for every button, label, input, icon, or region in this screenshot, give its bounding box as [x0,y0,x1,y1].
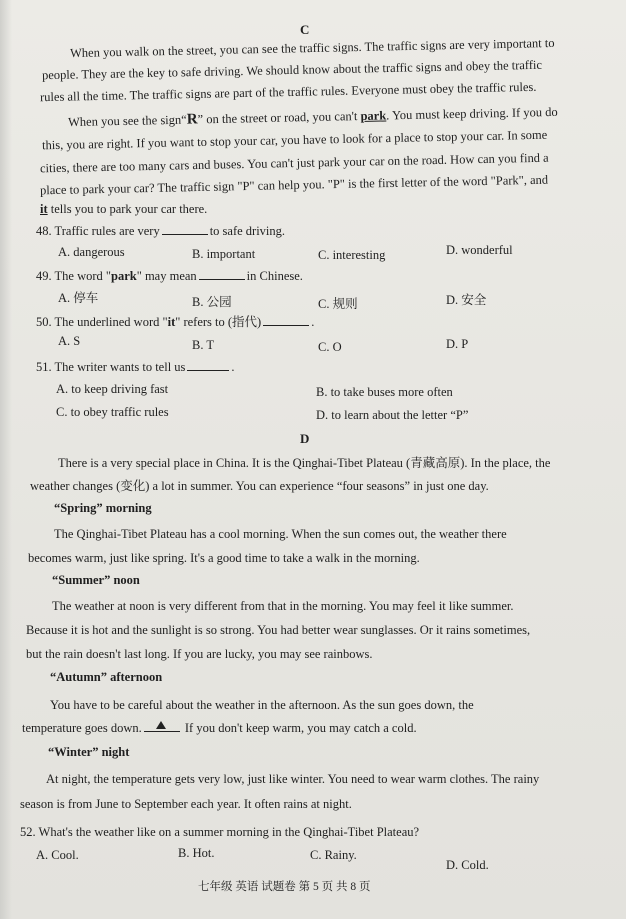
q50-option-a: A. S [58,334,81,348]
q48-option-b: B. important [192,247,256,261]
passage-d-line: temperature goes down. If you don't keep warm, you may catch a cold. [22,721,417,735]
passage-c-line [68,104,558,130]
q52-option-b: B. Hot. [178,846,215,860]
passage-c-line: When you walk on the street, you can see the traffic signs. The traffic signs are very important to [69,35,555,61]
passage-d-line: The weather at noon is very different from that in the morning. You may feel it like summer. [52,599,514,613]
q51-option-c: C. to obey traffic rules [56,405,169,419]
section-d-letter: D [300,431,310,446]
q50-option-d: D. P [446,337,469,351]
q49-option-b: B. 公园 [192,295,232,309]
passage-c-line: people. They are the key to safe driving. We should know about the traffic signs and obey the traffic [41,57,543,83]
q49-option-c: C. 规则 [318,297,358,311]
triangle-blank-icon [156,721,166,729]
page-footer: 七年级 英语 试题卷 第 5 页 共 8 页 [198,881,371,893]
question-48: 48. Traffic rules are very to safe driving. [36,224,286,238]
q50-option-b: B. T [192,338,214,352]
passage-d-line: You have to be careful about the weather in the afternoon. As the sun goes down, the [50,698,474,712]
question-50: 50. The underlined word "it" refers to (指代) . [36,315,315,329]
q48-option-c: C. interesting [318,248,386,262]
passage-d-line: At night, the temperature gets very low, just like winter. You need to wear warm clothes. The rainy [46,772,540,786]
question-49: 49. The word "park" may mean in Chinese. [36,269,303,283]
q52-option-c: C. Rainy. [310,848,357,862]
q50-option-c: C. O [318,340,342,354]
passage-d-line: season is from June to September each year. It often rains at night. [20,797,352,811]
r-sign-icon: R [186,111,198,128]
passage-c-line: place to park your car? The traffic sign "P" can help you. "P" is the first letter of the word "Park", and [39,172,549,198]
q48-option-d: D. wonderful [446,243,513,257]
question-51: 51. The writer wants to tell us . [36,360,235,374]
sign-sentence-start: When you see the sign“ [67,112,187,130]
subheading-summer: “Summer” noon [52,573,140,587]
sign-sentence-mid: ” on the street or road, you can't [197,109,361,127]
passage-c-line: cities, there are too many cars and buses. You can't just park your car on the road. How can you find a [39,150,549,176]
passage-c-line: this, you are right. If you want to stop your car, you have to look for a place to stop your car. In some [41,127,548,153]
subheading-autumn: “Autumn” afternoon [50,670,163,684]
passage-d-line: The Qinghai-Tibet Plateau has a cool morning. When the sun comes out, the weather there [54,527,507,541]
page-edge-shadow [0,0,12,919]
q51-option-d: D. to learn about the letter “P” [316,408,469,422]
q48-option-a: A. dangerous [58,245,125,259]
q49-option-d: D. 安全 [446,293,487,307]
subheading-spring: “Spring” morning [54,501,152,515]
q51-option-b: B. to take buses more often [316,385,453,399]
q52-option-d: D. Cold. [446,858,489,872]
passage-d-line: weather changes (变化) a lot in summer. You can experience “four seasons” in just one day. [30,479,489,493]
subheading-winter: “Winter” night [48,745,130,759]
sign-sentence-end: . You must keep driving. If you do [386,104,558,123]
passage-d-line: but the rain doesn't last long. If you are lucky, you may see rainbows. [26,647,373,661]
underlined-word-it: it [40,202,48,216]
section-c-letter: C [300,22,310,37]
question-52: 52. What's the weather like on a summer morning in the Qinghai-Tibet Plateau? [20,825,420,839]
passage-d-line: becomes warm, just like spring. It's a good time to take a walk in the morning. [28,551,420,565]
underlined-word-park: park [360,108,387,124]
q49-option-a: A. 停车 [58,291,99,305]
passage-c-line: it tells you to park your car there. [40,202,208,216]
q51-option-a: A. to keep driving fast [56,382,169,396]
passage-d-line: Because it is hot and the sunlight is so strong. You had better wear sunglasses. Or it rains sometimes, [26,623,531,637]
passage-c-line: rules all the time. The traffic signs are part of the traffic rules. Everyone must obey the traffic rules. [39,79,537,105]
passage-d-line: There is a very special place in China. It is the Qinghai-Tibet Plateau (青藏高原). In the place, the [58,456,551,470]
q52-option-a: A. Cool. [36,848,79,862]
